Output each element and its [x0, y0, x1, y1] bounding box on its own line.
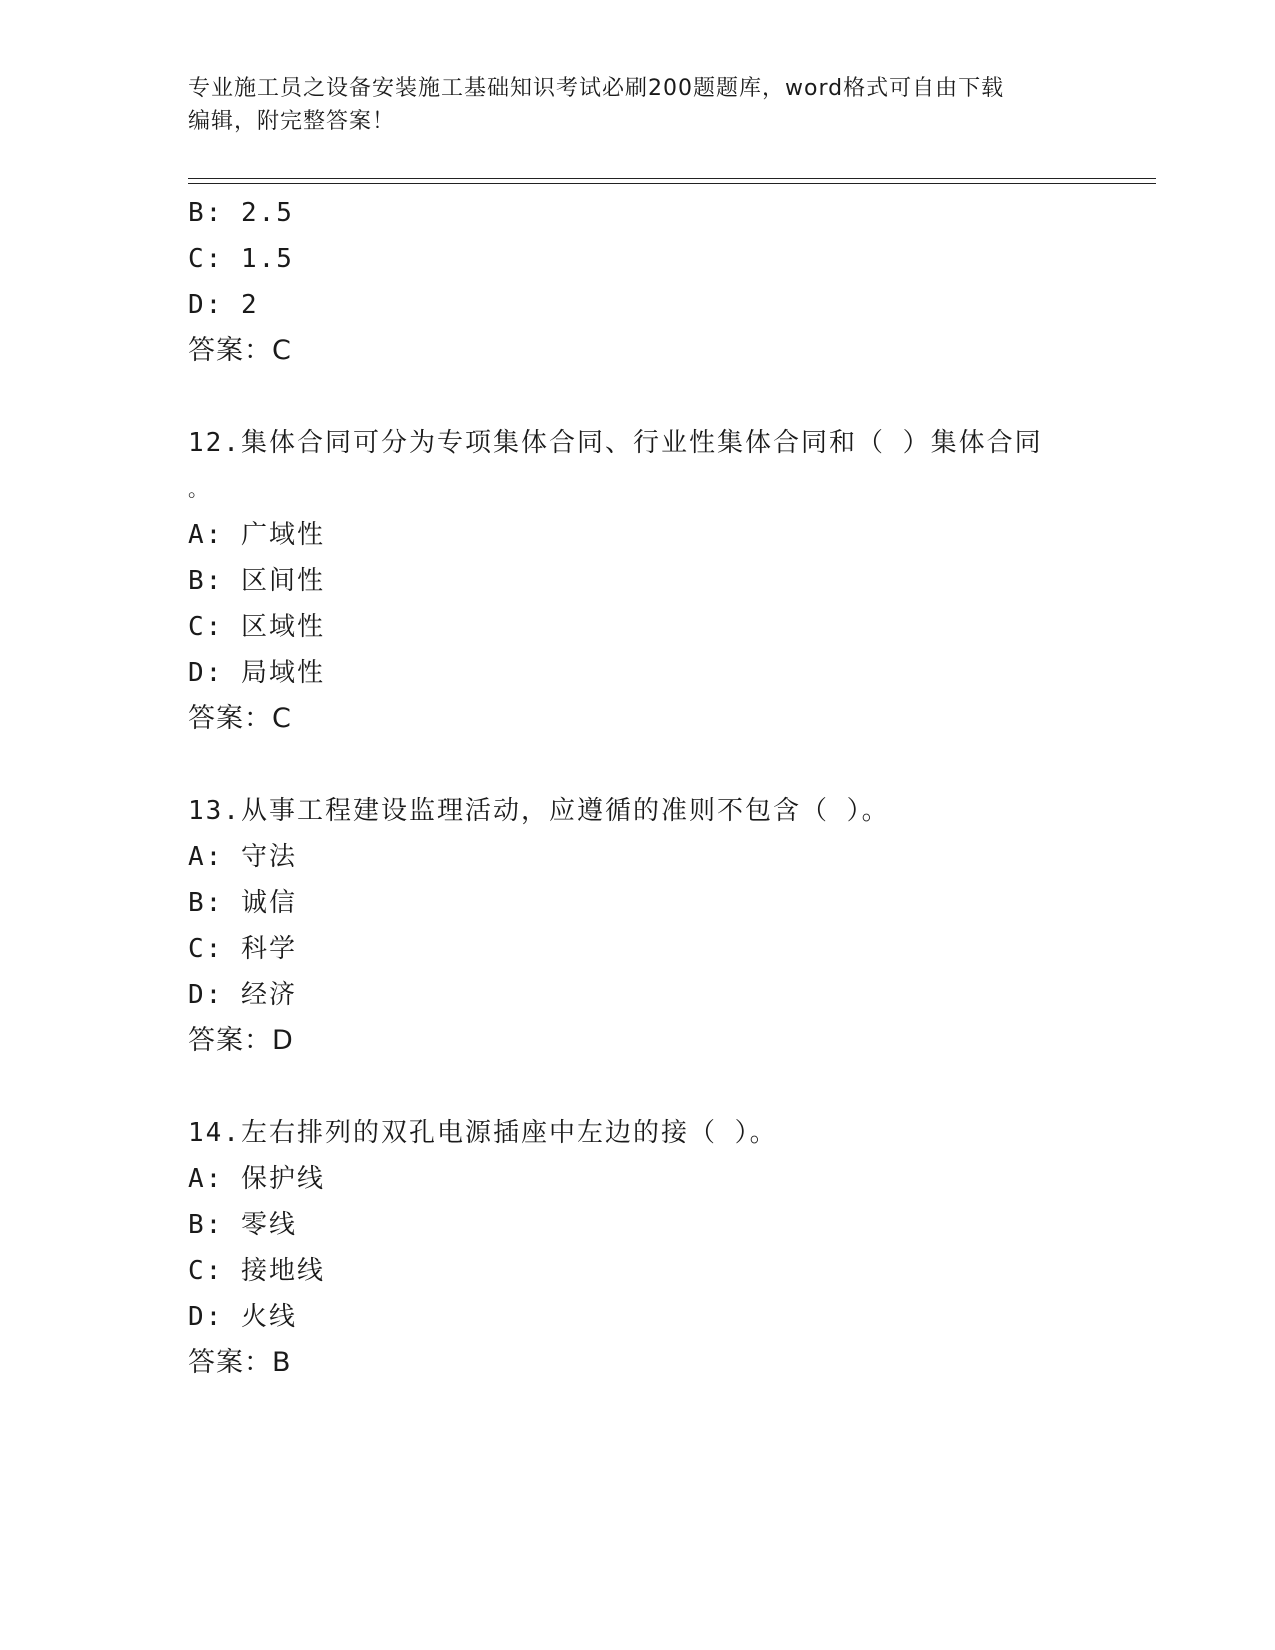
option-a: A: 保护线: [188, 1164, 325, 1194]
spacer: [188, 374, 1108, 420]
question-block-13: [188, 788, 1108, 1064]
answer-line: 答案：C: [188, 335, 292, 366]
answer-line: 答案：B: [188, 1347, 292, 1378]
header-rule-top: [188, 178, 1156, 179]
option-c: C: 1.5: [188, 244, 294, 274]
header-line-1: 专业施工员之设备安装施工基础知识考试必刷200题题库，word格式可自由下载: [188, 76, 1005, 101]
option-a: A: 守法: [188, 842, 297, 872]
question-list: [188, 190, 1108, 1386]
question-block-14: [188, 1110, 1108, 1386]
option-d: D: 2: [188, 290, 259, 320]
question-block-prev: [188, 190, 1108, 374]
header-line-2: 编辑，附完整答案！: [188, 109, 396, 134]
spacer: [188, 742, 1108, 788]
question-text: 14.左右排列的双孔电源插座中左边的接（ ）。: [188, 1118, 778, 1148]
question-text: 12.集体合同可分为专项集体合同、行业性集体合同和（ ）集体合同: [188, 428, 1043, 458]
question-text-continued: 。: [188, 477, 210, 501]
option-b: B: 区间性: [188, 566, 325, 596]
answer-line: 答案：C: [188, 703, 292, 734]
option-d: D: 火线: [188, 1302, 297, 1332]
option-d: D: 经济: [188, 980, 297, 1010]
question-block-12: [188, 420, 1108, 742]
spacer: [188, 1064, 1108, 1110]
option-c: C: 接地线: [188, 1256, 325, 1286]
option-b: B: 诚信: [188, 888, 297, 918]
option-c: C: 科学: [188, 934, 297, 964]
option-d: D: 局域性: [188, 658, 325, 688]
option-b: B: 2.5: [188, 198, 294, 228]
option-c: C: 区域性: [188, 612, 325, 642]
answer-line: 答案：D: [188, 1025, 294, 1056]
document-header: [188, 72, 1068, 138]
header-rule-bottom: [188, 183, 1156, 184]
question-text: 13.从事工程建设监理活动，应遵循的准则不包含（ ）。: [188, 796, 890, 826]
option-b: B: 零线: [188, 1210, 297, 1240]
option-a: A: 广域性: [188, 520, 325, 550]
